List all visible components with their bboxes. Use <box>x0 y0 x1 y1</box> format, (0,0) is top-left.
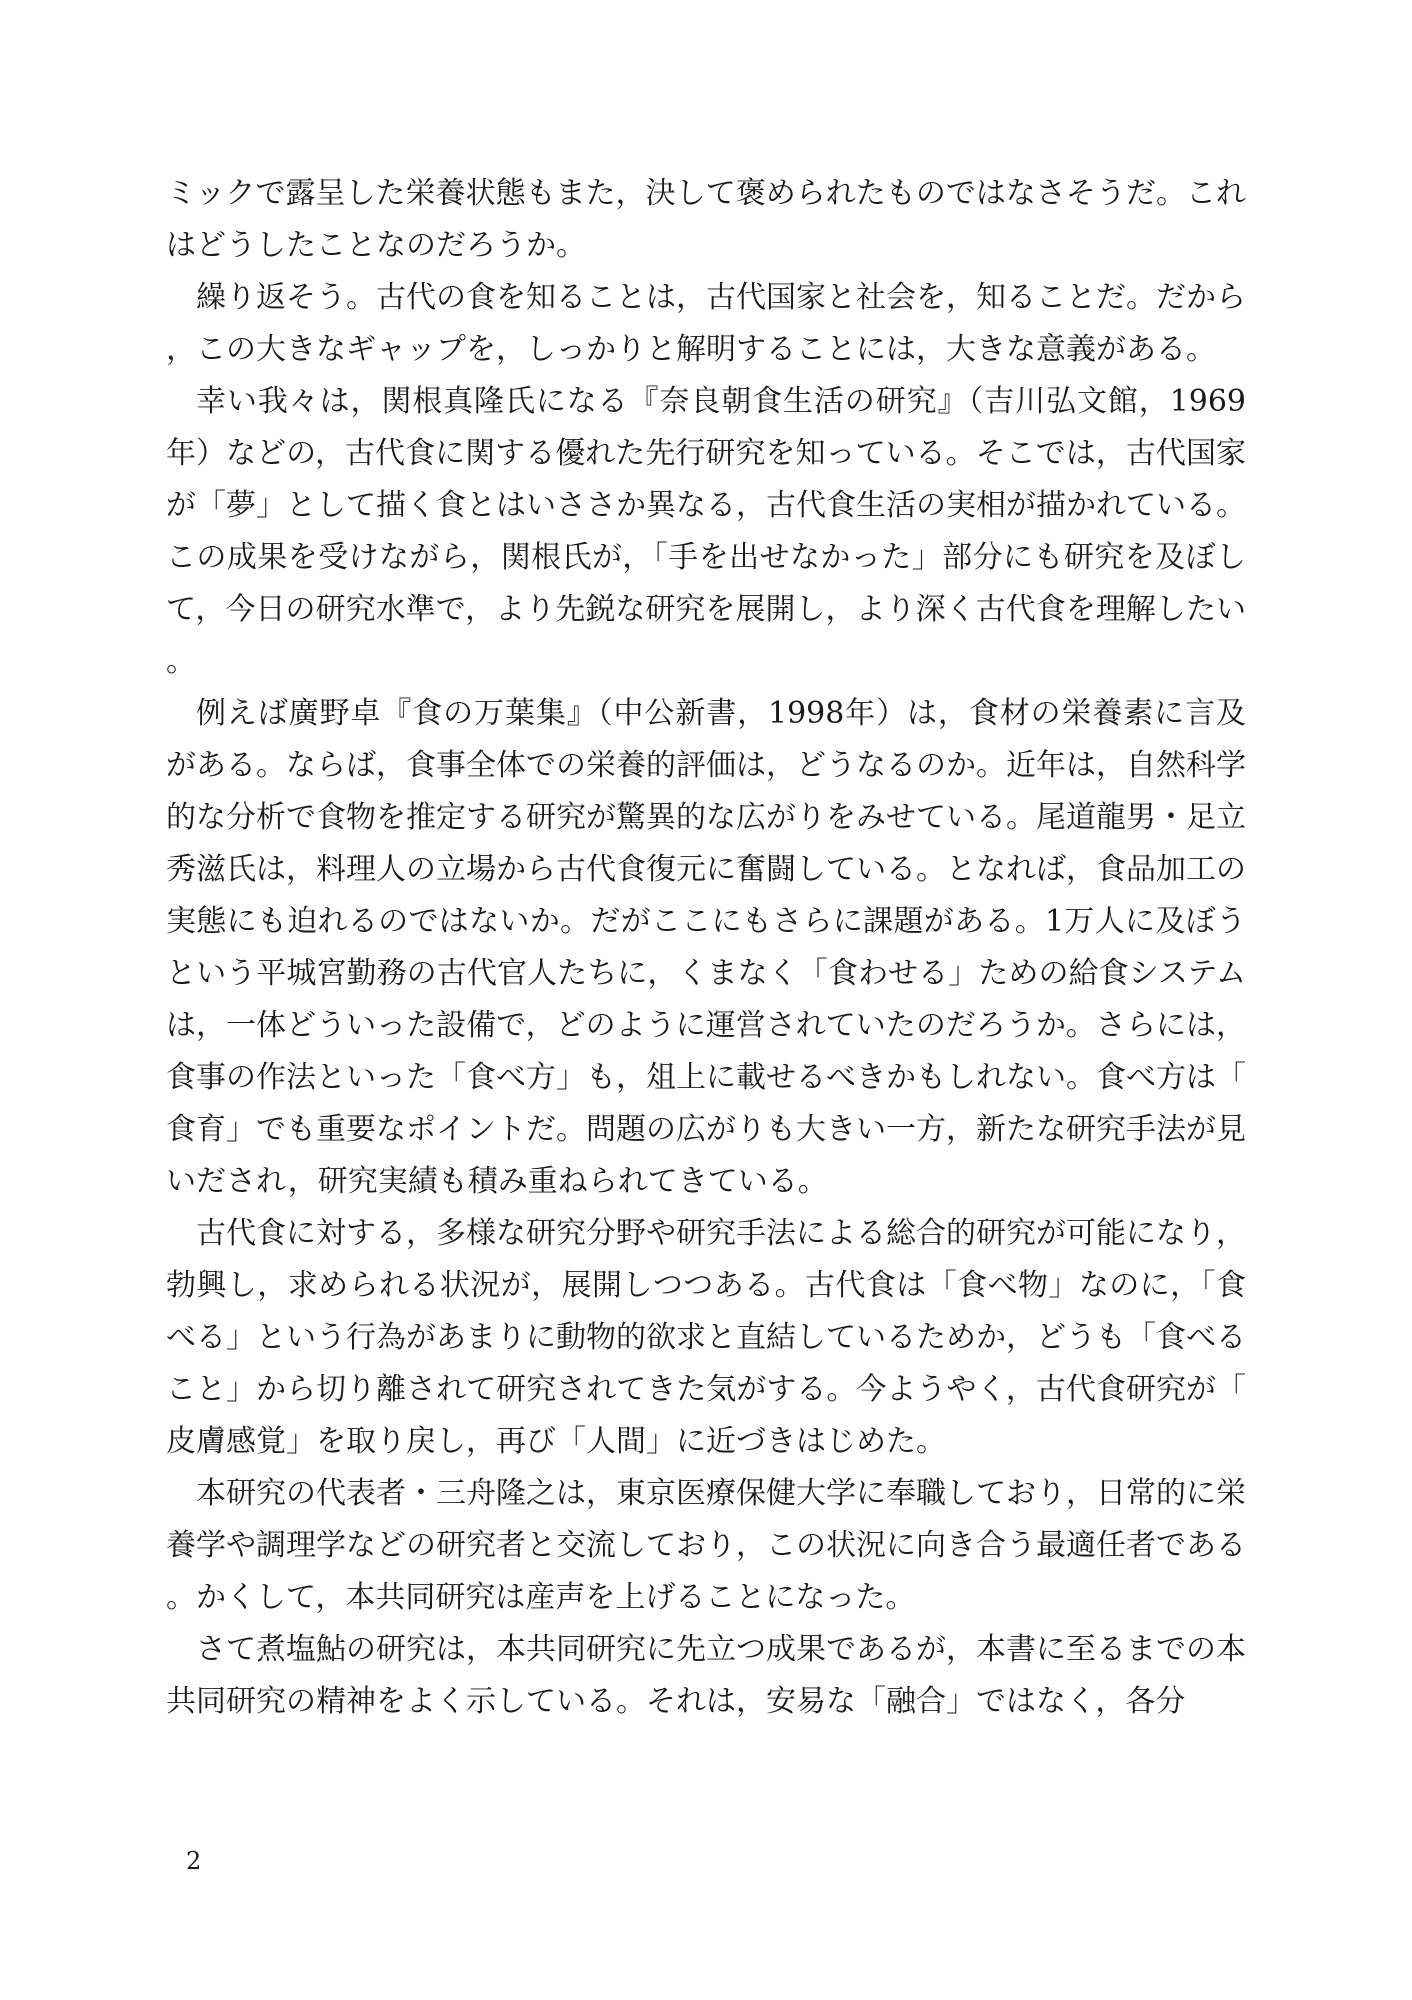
paragraph-5: 古代食に対する，多様な研究分野や研究手法による総合的研究が可能になり，勃興し，求められる状況が，展開しつつある。古代食は「食べ物」なのに，「食べる」という行為があまりに動物的欲求と直結しているためか，どうも「食べること」から切り離されて研究されてきた気がする。今ようやく，古代食研究が「皮膚感覚」を取り戻し，再び「人間」に近づきはじめた。 <box>166 1216 1246 1459</box>
paragraph-3: 幸い我々は，関根真隆氏になる『奈良朝食生活の研究』（吉川弘文館，1969年）などの，古代食に関する優れた先行研究を知っている。そこでは，古代国家が「夢」として描く食とはいささか異なる，古代食生活の実相が描かれている。この成果を受けながら，関根氏が，「手を出せなかった」部分にも研究を及ぼして，今日の研究水準で，より先鋭な研究を展開し，より深く古代食を理解したい。 <box>166 384 1246 679</box>
paragraph-6: 本研究の代表者・三舟隆之は，東京医療保健大学に奉職しており，日常的に栄養学や調理学などの研究者と交流しており，この状況に向き合う最適任者である。かくして，本共同研究は産声を上げることになった。 <box>166 1476 1246 1615</box>
page-number: 2 <box>186 1847 202 1875</box>
body-text <box>166 168 1246 1728</box>
paragraph-1: ミックで露呈した栄養状態もまた，決して褒められたものではなさそうだ。これはどうしたことなのだろうか。 <box>166 176 1246 263</box>
paragraph-7: さて煮塩鮎の研究は，本共同研究に先立つ成果であるが，本書に至るまでの本共同研究の精神をよく示している。それは，安易な「融合」ではなく，各分 <box>166 1632 1246 1719</box>
paragraph-2: 繰り返そう。古代の食を知ることは，古代国家と社会を，知ることだ。だから，この大きなギャップを，しっかりと解明することには，大きな意義がある。 <box>166 280 1246 367</box>
paragraph-4: 例えば廣野卓『食の万葉集』（中公新書，1998年）は，食材の栄養素に言及がある。ならば，食事全体での栄養的評価は，どうなるのか。近年は，自然科学的な分析で食物を推定する研究が驚異的な広がりをみせている。尾道龍男・足立秀滋氏は，料理人の立場から古代食復元に奮闘している。となれば，食品加工の実態にも迫れるのではないか。だがここにもさらに課題がある。1万人に及ぼうという平城宮勤務の古代官人たちに，くまなく「食わせる」ための給食システムは，一体どういった設備で，どのように運営されていたのだろうか。さらには，食事の作法といった「食べ方」も，俎上に載せるべきかもしれない。食べ方は「食育」でも重要なポイントだ。問題の広がりも大きい一方，新たな研究手法が見いだされ，研究実績も積み重ねられてきている。 <box>166 696 1246 1199</box>
